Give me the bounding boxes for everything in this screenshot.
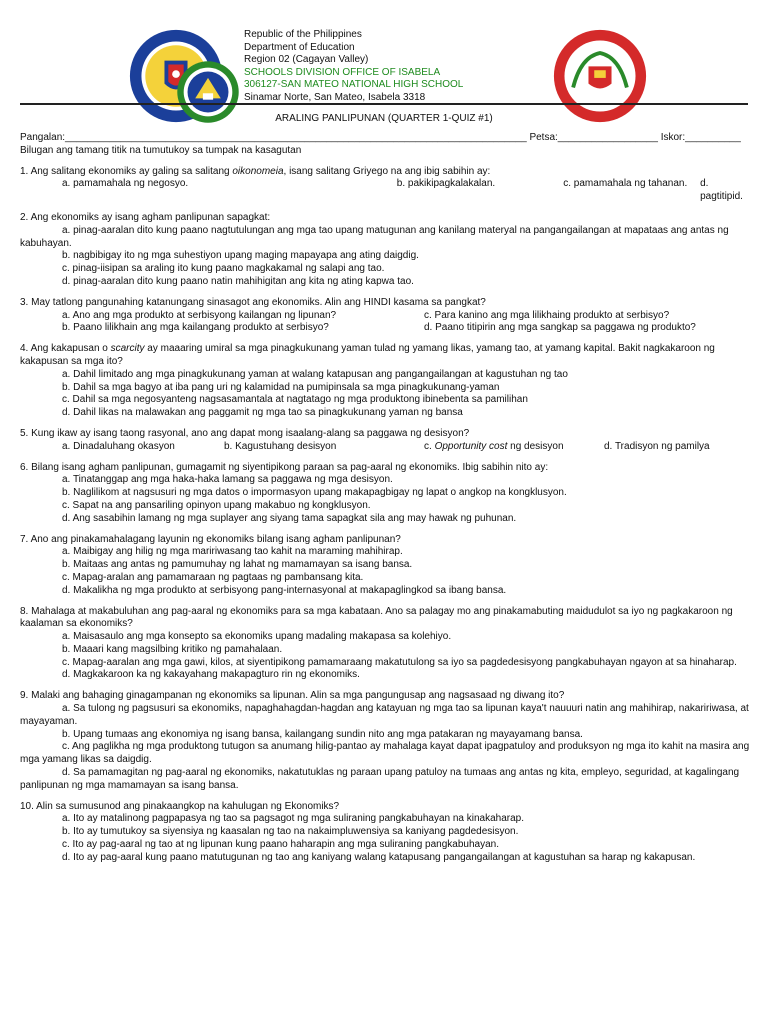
option-c[interactable]: c. pamamahala ng tahanan. <box>563 178 688 190</box>
letterhead-line: Region 02 (Cagayan Valley) <box>244 54 369 66</box>
option-b[interactable]: b. Ito ay tumutukoy sa siyensiya ng kaasalan ng tao na nakaimpluwensiya sa kaniyang pagdedesisyon. <box>62 826 519 838</box>
name-blank[interactable]: Pangalan:___________________________________________________________________________________ <box>20 132 527 143</box>
question-stem: 10. Alin sa sumusunod ang pinakaangkop na kahulugan ng Ekonomiks? <box>20 800 340 812</box>
option-d[interactable]: d. Sa pamamagitan ng pag-aaral ng ekonomiks, nakatutuklas ng paraan upang patuloy na tumaas ang antas ng kita, empleyo, seguridad, at kagalingang panlipunan ng mga mamamayan sa isang bansa. <box>20 767 740 791</box>
question-stem <box>20 343 750 369</box>
letterhead-line: Department of Education <box>244 41 355 53</box>
question-stem <box>20 166 750 179</box>
quiz-title: ARALING PANLIPUNAN (QUARTER 1-QUIZ #1) <box>275 113 493 124</box>
option-text: ng desisyon <box>507 440 564 452</box>
quiz-body <box>20 132 750 865</box>
option-d[interactable]: d. pagtitipid. <box>700 178 743 203</box>
stem-italic: oikonomeia <box>232 165 284 177</box>
option-c[interactable]: c. pinag-iisipan sa araling ito kung paano magkakamal ng salapi ang tao. <box>62 263 385 275</box>
option-b[interactable]: b. Upang tumaas ang ekonomiya ng isang bansa, kailangang sundin nito ang mga patakaran ng mayayamang bansa. <box>62 728 583 740</box>
options-row <box>20 310 750 323</box>
option-b[interactable]: b. Dahil sa mga bagyo at iba pang uri ng kalamidad na pumipinsala sa mga pinagkukunang-yaman <box>62 381 500 393</box>
instructions: Bilugan ang tamang titik na tumutukoy sa tumpak na kasagutan <box>20 144 302 156</box>
option-a[interactable]: a. pinag-aaralan dito kung paano nagtutulungan ang mga tao upang matugunan ang kanilang materyal na pangangailangan at mapataas ang antas ng kabuhayan. <box>20 224 729 249</box>
question-2 <box>20 212 750 289</box>
question-4 <box>20 343 750 420</box>
option-a[interactable]: a. Maibigay ang hilig ng mga maririwasang tao kahit na maraming mahihirap. <box>62 546 403 558</box>
stem-text: 4. Ang kakapusan o <box>20 343 111 355</box>
letterhead <box>0 20 768 110</box>
question-stem: 3. May tatlong pangunahing katanungang sinasagot ang ekonomiks. Alin ang HINDI kasama sa pangkat? <box>20 296 486 308</box>
question-1 <box>20 166 750 204</box>
option-a[interactable]: a. Sa tulong ng pagsusuri sa ekonomiks, napaghahagdan-hagdan ang katayuan ng mga tao sa lipunan kaya't nauuuri natin ang mahihirap, nakaririwasa, at mayayaman. <box>20 703 749 727</box>
option-a[interactable]: a. Dahil limitado ang mga pinagkukunang yaman at walang katapusan ang pangangailangan at kagustuhan ng tao <box>62 368 568 380</box>
question-3 <box>20 297 750 335</box>
option-a[interactable]: a. Dinadaluhang okasyon <box>62 440 175 452</box>
header-divider <box>20 103 748 105</box>
letterhead-division: SCHOOLS DIVISION OFFICE OF ISABELA <box>244 66 441 78</box>
question-7 <box>20 534 750 598</box>
question-9 <box>20 690 750 792</box>
option-c[interactable]: c. Sapat na ang pansariling opinyon upang makabuo ng kongklusyon. <box>62 499 371 511</box>
option-c[interactable]: c. Mapag-aralan ang pamamaraan ng pagtaas ng pambansang kita. <box>62 571 364 583</box>
school-seal-logo <box>552 28 648 124</box>
question-stem: 6. Bilang isang agham panlipunan, gumagamit ng siyentipikong paraan sa pag-aaral ng ekonomiks. Ibig sabihin nito ay: <box>20 461 549 473</box>
stem-italic: scarcity <box>110 343 145 355</box>
question-10 <box>20 801 750 865</box>
option-d[interactable]: d. Ito ay pag-aaral kung paano matutugunan ng tao ang kaniyang walang katapusang pangangailangan at kagustuhan sa harap ng kakapusan. <box>62 851 696 863</box>
option-a[interactable]: a. Tinatanggap ang mga haka-haka lamang sa paggawa ng mga desisyon. <box>62 474 393 486</box>
option-a[interactable]: a. Maisasaulo ang mga konsepto sa ekonomiks upang madaling makapasa sa kolehiyo. <box>62 631 452 643</box>
option-d[interactable]: d. Magkakaroon ka ng kakayahang makapagturo rin ng ekonomiks. <box>62 669 360 681</box>
student-info-line <box>20 132 750 145</box>
letterhead-school: 306127-SAN MATEO NATIONAL HIGH SCHOOL <box>244 79 464 91</box>
option-c[interactable]: c. Para kanino ang mga lilikhaing produkto at serbisyo? <box>424 309 670 321</box>
option-a[interactable]: a. Ito ay matalinong pagpapasya ng tao sa pagsagot ng mga suliraning pangkabuhayan na kinakaharap. <box>62 813 525 825</box>
option-c[interactable]: c. Ang paglikha ng mga produktong tutugon sa anumang hilig-pantao ay mahalaga kayat dapat ipagpatuloy and produksyon ng mga ito kahit na masira ang mga yamang likas sa daigdig. <box>20 741 750 766</box>
option-b[interactable]: b. nagbibigay ito ng mga suhestiyon upang maging mapayapa ang ating daigdig. <box>62 250 419 262</box>
option-a[interactable]: a. Ano ang mga produkto at serbisyong kailangan ng lipunan? <box>62 309 337 321</box>
option-c[interactable]: c. Dahil sa mga negosyanteng nagsasamantala at nagtatago ng mga produktong ibinebenta sa pamilihan <box>62 394 528 406</box>
option-text: c. <box>424 440 435 452</box>
option-d[interactable]: d. Dahil likas na malawakan ang paggamit ng mga tao sa pinagkukunang yaman ng bansa <box>62 407 463 419</box>
option-b[interactable]: b. Naglilikom at nagsusuri ng mga datos o impormasyon upang makapagbigay ng lapat o angkop na kongklusyon. <box>62 487 567 499</box>
option-italic: Opportunity cost <box>434 440 508 452</box>
letterhead-line: Republic of the Philippines <box>244 29 362 40</box>
question-stem: 9. Malaki ang bahaging ginagampanan ng ekonomiks sa lipunan. Alin sa mga pangungusap ang nagsasaad ng diwang ito? <box>20 690 565 702</box>
letterhead-text <box>244 29 463 105</box>
option-b[interactable]: b. Maitaas ang antas ng pamumuhay ng lahat ng mamamayan sa isang bansa. <box>62 559 413 571</box>
option-c[interactable]: c. Mapag-aaralan ang mga gawi, kilos, at siyentipikong pamamaraang makatutulong sa iyo sa pagdedesisyong pangkabuhayan ngayon at sa hinaharap. <box>62 656 737 668</box>
question-6 <box>20 462 750 526</box>
score-blank[interactable]: Iskor:__________ <box>660 132 741 143</box>
question-stem: 8. Mahalaga at makabuluhan ang pag-aaral ng ekonomiks para sa mga kabataan. Ano sa palagay mo ang pinakamabuting maidudulot sa iyo ng pagkakaroon ng kaalaman sa ekonomiks? <box>20 605 733 630</box>
option-b[interactable]: b. pakikipagkalakalan. <box>396 178 496 190</box>
question-stem: 7. Ano ang pinakamahalagang layunin ng ekonomiks bilang isang agham panlipunan? <box>20 533 401 545</box>
stem-text: ay maaaring umiral sa mga pinagkukunang yaman tulad ng yamang likas, yamang tao, at yamang kapital. Bakit nagkakaroon ng kakapusan sa mga ito? <box>20 343 715 367</box>
stem-text: 1. Ang salitang ekonomiks ay galing sa salitang <box>20 165 233 177</box>
option-c[interactable]: c. Ito ay pag-aaral ng tao at ng lipunan kung paano haharapin ang mga suliraning pangkabuhayan. <box>62 839 499 851</box>
options-row <box>20 322 750 335</box>
option-d[interactable]: d. Tradisyon ng pamilya <box>604 440 710 452</box>
option-b[interactable]: b. Paano lilikhain ang mga kailangang produkto at serbisyo? <box>62 322 329 334</box>
option-b[interactable]: b. Kagustuhang desisyon <box>224 440 337 452</box>
option-d[interactable]: d. Paano titipirin ang mga sangkap sa paggawa ng produkto? <box>424 322 696 334</box>
option-d[interactable]: d. Ang sasabihin lamang ng mga suplayer ang siyang tama sapagkat sila ang may hawak ng puhunan. <box>62 512 517 524</box>
letterhead-address: Sinamar Norte, San Mateo, Isabela 3318 <box>244 91 426 103</box>
question-stem: 5. Kung ikaw ay isang taong rasyonal, ano ang dapat mong isaalang-alang sa paggawa ng desisyon? <box>20 427 470 439</box>
option-a[interactable]: a. pamamahala ng negosyo. <box>62 178 189 190</box>
option-c[interactable] <box>424 441 604 454</box>
option-d[interactable]: d. pinag-aaralan dito kung paano natin mahihigitan ang kita ng ating kapwa tao. <box>62 275 414 287</box>
question-8 <box>20 606 750 683</box>
option-d[interactable]: d. Makalikha ng mga produkto at serbisyong pang-internasyonal at makapaglingkod sa ibang bansa. <box>62 584 507 596</box>
options-row <box>20 178 750 204</box>
stem-text: , isang salitang Griyego na ang ibig sabihin ay: <box>283 165 491 177</box>
question-5 <box>20 428 750 454</box>
option-b[interactable]: b. Maaari kang magsilbing kritiko ng pamahalaan. <box>62 643 283 655</box>
question-stem: 2. Ang ekonomiks ay isang agham panlipunan sapagkat: <box>20 211 271 223</box>
date-blank[interactable]: Petsa:__________________ <box>529 132 658 143</box>
options-row <box>20 441 750 454</box>
